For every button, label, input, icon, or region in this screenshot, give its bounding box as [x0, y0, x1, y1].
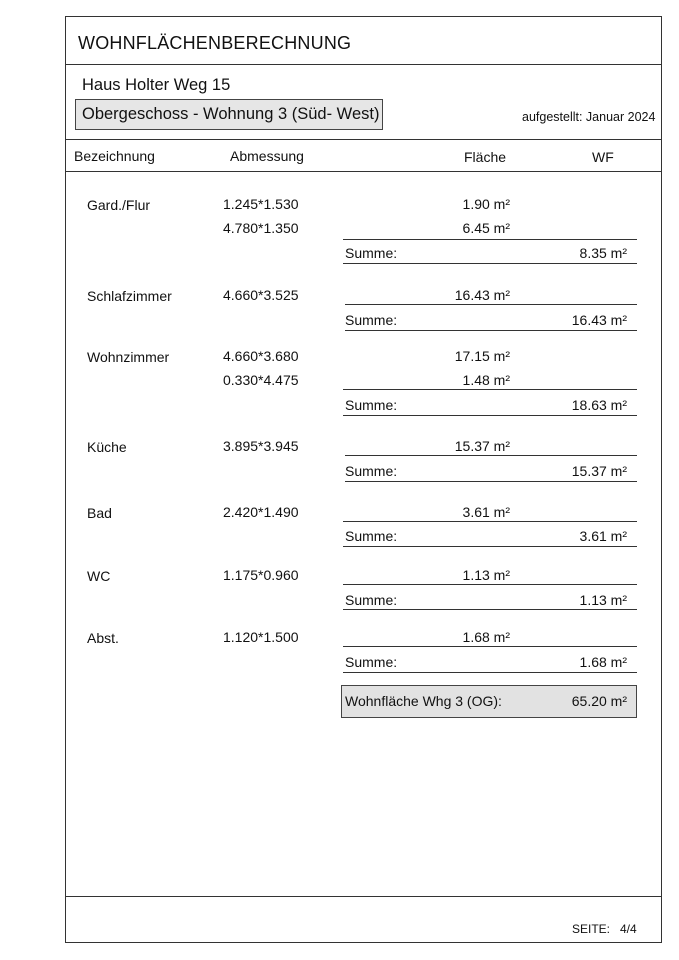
footer-divider — [65, 896, 662, 897]
column-header-wf: WF — [592, 149, 614, 165]
sum-label: Summe: — [345, 654, 398, 670]
sum-underline — [345, 481, 637, 482]
room-dimension: 4.660*3.680 — [223, 348, 299, 364]
sum-divider — [343, 646, 637, 647]
room-sum: 3.61 m² — [579, 528, 627, 544]
room-area: 17.15 m² — [454, 348, 510, 364]
room-area: 1.90 m² — [462, 196, 510, 212]
column-header-dimension: Abmessung — [230, 148, 304, 164]
room-area: 1.13 m² — [462, 567, 510, 583]
room-dimension: 3.895*3.945 — [223, 438, 299, 454]
sum-label: Summe: — [345, 312, 398, 328]
sum-label: Summe: — [345, 463, 398, 479]
room-sum: 16.43 m² — [571, 312, 627, 328]
page-number: SEITE: 4/4 — [572, 922, 637, 936]
column-header-name: Bezeichnung — [74, 148, 155, 164]
sum-label: Summe: — [345, 245, 398, 261]
address: Haus Holter Weg 15 — [82, 76, 231, 94]
sum-divider — [345, 455, 637, 456]
sum-divider — [343, 584, 637, 585]
room-name: Küche — [87, 439, 127, 455]
room-area: 16.43 m² — [454, 287, 510, 303]
room-sum: 1.13 m² — [579, 592, 627, 608]
sum-underline — [343, 672, 637, 673]
sum-underline — [343, 415, 637, 416]
title-divider — [65, 64, 662, 65]
room-sum: 15.37 m² — [571, 463, 627, 479]
room-dimension: 0.330*4.475 — [223, 372, 299, 388]
room-dimension: 4.780*1.350 — [223, 220, 299, 236]
room-area: 1.48 m² — [462, 372, 510, 388]
room-sum: 8.35 m² — [579, 245, 627, 261]
sum-label: Summe: — [345, 397, 398, 413]
room-area: 6.45 m² — [462, 220, 510, 236]
sum-label: Summe: — [345, 528, 398, 544]
room-dimension: 1.245*1.530 — [223, 196, 299, 212]
room-name: Abst. — [87, 630, 119, 646]
room-dimension: 4.660*3.525 — [223, 287, 299, 303]
column-header-area: Fläche — [464, 149, 507, 165]
room-sum: 1.68 m² — [579, 654, 627, 670]
room-dimension: 2.420*1.490 — [223, 504, 299, 520]
document-title: WOHNFLÄCHENBERECHNUNG — [78, 33, 352, 53]
room-name: Schlafzimmer — [87, 288, 172, 304]
room-dimension: 1.120*1.500 — [223, 629, 299, 645]
sum-divider — [343, 389, 637, 390]
total-label: Wohnfläche Whg 3 (OG): — [345, 693, 502, 709]
room-area: 3.61 m² — [462, 504, 510, 520]
room-name: Bad — [87, 505, 112, 521]
sum-underline — [343, 546, 637, 547]
room-area: 15.37 m² — [454, 438, 510, 454]
sum-divider — [343, 239, 637, 240]
sum-divider — [343, 521, 637, 522]
header-top-divider — [65, 139, 662, 140]
room-name: WC — [87, 568, 111, 584]
prepared-date: aufgestellt: Januar 2024 — [522, 110, 656, 124]
sum-label: Summe: — [345, 592, 398, 608]
room-name: Gard./Flur — [87, 197, 151, 213]
header-bottom-divider — [65, 171, 662, 172]
sum-underline — [343, 263, 637, 264]
sum-divider — [345, 304, 637, 305]
total-value: 65.20 m² — [571, 693, 627, 709]
floor-label: Obergeschoss - Wohnung 3 (Süd- West) — [75, 99, 383, 130]
room-name: Wohnzimmer — [87, 349, 170, 365]
sum-underline — [343, 609, 637, 610]
room-dimension: 1.175*0.960 — [223, 567, 299, 583]
room-sum: 18.63 m² — [571, 397, 627, 413]
sum-underline — [345, 330, 637, 331]
room-area: 1.68 m² — [462, 629, 510, 645]
